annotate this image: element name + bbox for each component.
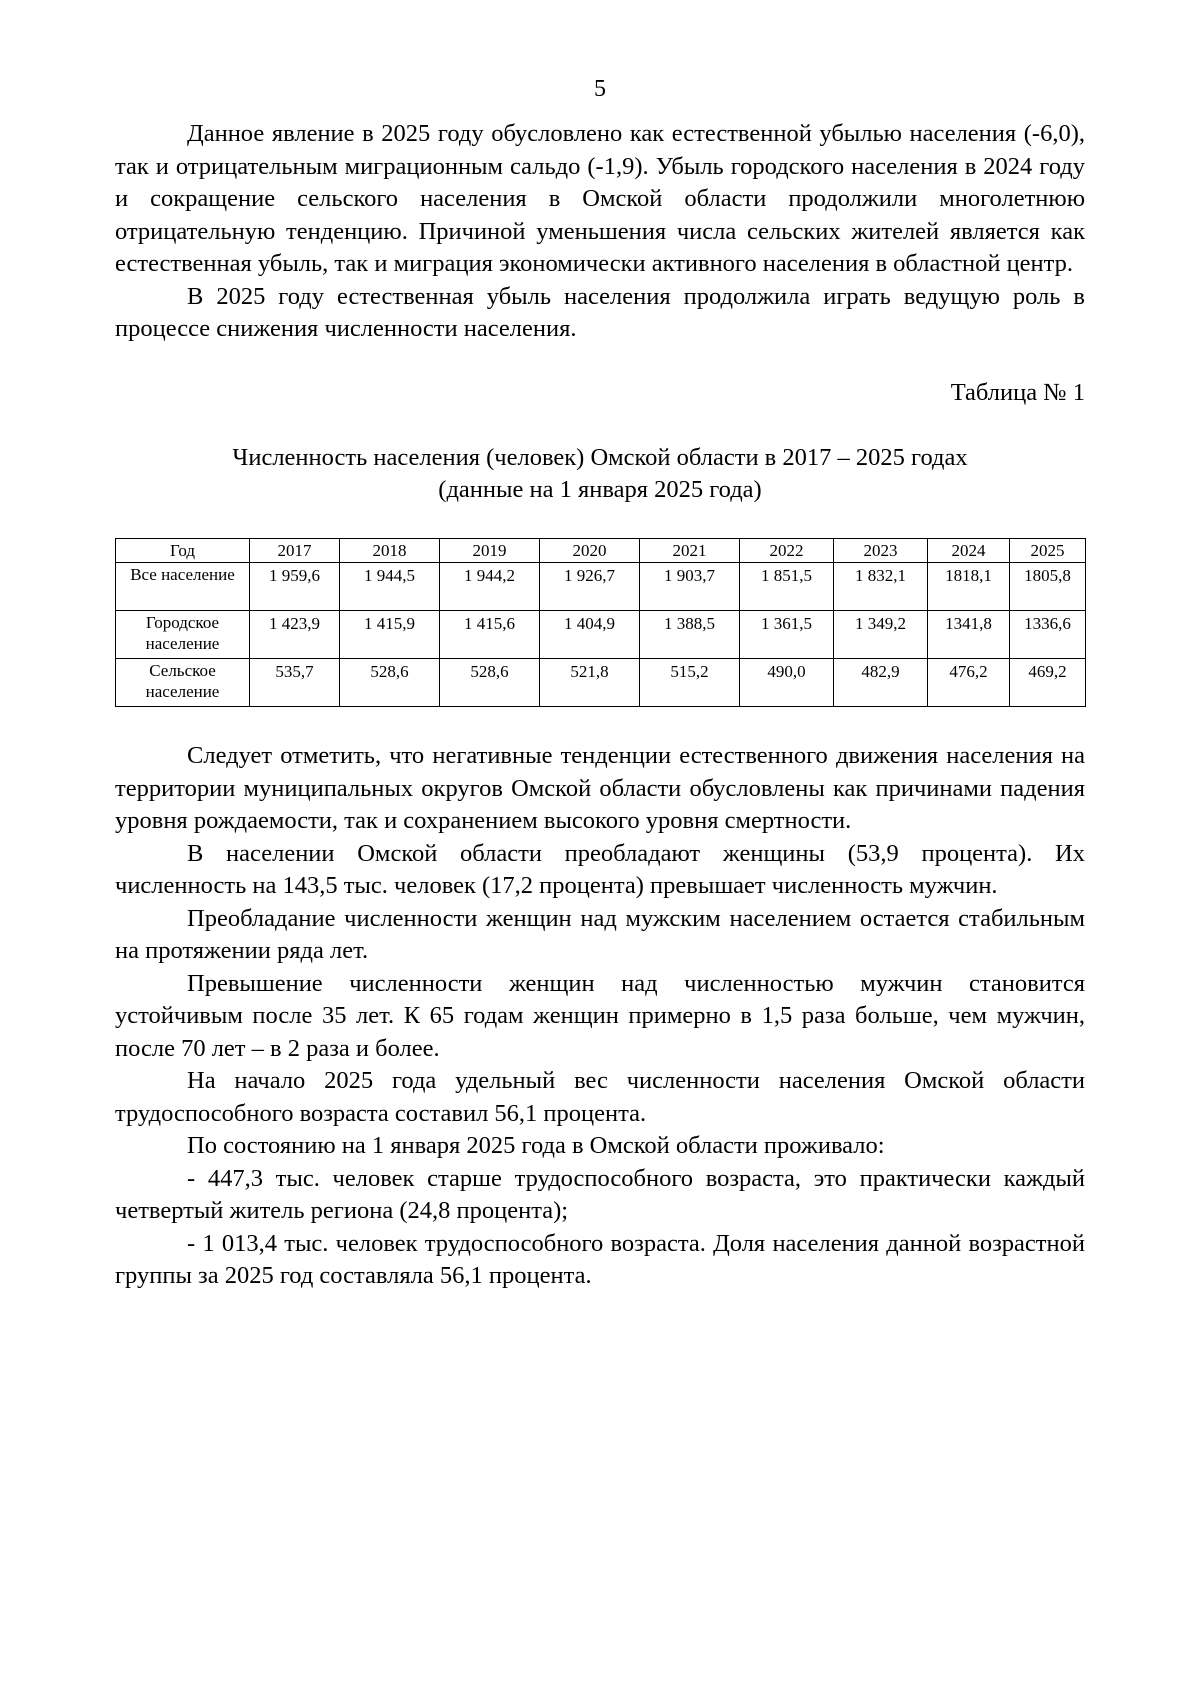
paragraph: В 2025 году естественная убыль населения продолжила играть ведущую роль в процессе снижения численности населения. <box>115 282 1085 342</box>
paragraph: Превышение численности женщин над численностью мужчин становится устойчивым после 35 лет. К 65 годам женщин примерно в 1,5 раза больше, чем мужчин, после 70 лет – в 2 раза и более. <box>115 969 1085 1062</box>
body-text <box>115 740 1085 1293</box>
paragraph: Преобладание численности женщин над мужским населением остается стабильным на протяжении ряда лет. <box>115 904 1085 964</box>
table-cell: 482,9 <box>834 659 928 707</box>
table-cell: 1 944,2 <box>440 563 540 611</box>
table-header-cell: 2024 <box>928 539 1010 563</box>
table-header-cell: 2023 <box>834 539 928 563</box>
table-cell: 515,2 <box>640 659 740 707</box>
table-cell: 1 423,9 <box>250 611 340 659</box>
table-cell: 1 832,1 <box>834 563 928 611</box>
table-cell: 1 926,7 <box>540 563 640 611</box>
table-header-cell: 2025 <box>1010 539 1086 563</box>
table-cell: 528,6 <box>440 659 540 707</box>
table-cell: 1805,8 <box>1010 563 1086 611</box>
intro-text <box>115 118 1085 346</box>
table-cell: 1 851,5 <box>740 563 834 611</box>
table-header-cell: 2021 <box>640 539 740 563</box>
table-cell: 1 404,9 <box>540 611 640 659</box>
table-header-cell: 2018 <box>340 539 440 563</box>
table-cell: 1 349,2 <box>834 611 928 659</box>
row-label: Городское население <box>116 611 250 659</box>
table-label: Таблица № 1 <box>950 379 1085 406</box>
table-cell: 535,7 <box>250 659 340 707</box>
table-header-cell: 2020 <box>540 539 640 563</box>
row-label: Все население <box>116 563 250 611</box>
table-caption-line: (данные на 1 января 2025 года) <box>438 476 762 503</box>
page-number: 5 <box>594 76 606 102</box>
table-header-cell: 2019 <box>440 539 540 563</box>
table-row <box>116 611 1086 659</box>
table-header-cell: 2022 <box>740 539 834 563</box>
table-cell: 1 388,5 <box>640 611 740 659</box>
paragraph: На начало 2025 года удельный вес численности населения Омской области трудоспособного возраста составил 56,1 процента. <box>115 1067 1085 1127</box>
table-cell: 1 903,7 <box>640 563 740 611</box>
row-label: Сельское население <box>116 659 250 707</box>
paragraph: По состоянию на 1 января 2025 года в Омской области проживало: <box>187 1132 885 1159</box>
table-cell: 1341,8 <box>928 611 1010 659</box>
table-header-cell: Год <box>116 539 250 563</box>
table-row <box>116 659 1086 707</box>
list-item: - 1 013,4 тыс. человек трудоспособного возраста. Доля населения данной возрастной группы за 2025 год составляла 56,1 процента. <box>115 1229 1085 1289</box>
paragraph: В населении Омской области преобладают женщины (53,9 процента). Их численность на 143,5 тыс. человек (17,2 процента) превышает численность мужчин. <box>115 839 1085 899</box>
paragraph: Следует отметить, что негативные тенденции естественного движения населения на территории муниципальных округов Омской области обусловлены как причинами падения уровня рождаемости, так и сохранением высокого уровня смертности. <box>115 742 1085 834</box>
table-header-row <box>116 539 1086 563</box>
table-cell: 1 415,9 <box>340 611 440 659</box>
table-cell: 1 959,6 <box>250 563 340 611</box>
paragraph: Данное явление в 2025 году обусловлено как естественной убылью населения (-6,0), так и отрицательным миграционным сальдо (-1,9). Убыль городского населения в 2024 году и сокращение сельского населения в Омской области продолжили многолетнюю отрицательную тенденцию. Причиной уменьшения числа сельских жителей является как естественная убыль, так и миграция экономически активного населения в областной центр. <box>115 120 1085 277</box>
population-table <box>115 538 1086 707</box>
table-cell: 1818,1 <box>928 563 1010 611</box>
table-header-cell: 2017 <box>250 539 340 563</box>
table-cell: 528,6 <box>340 659 440 707</box>
table-cell: 1 361,5 <box>740 611 834 659</box>
table-caption-line: Численность населения (человек) Омской области в 2017 – 2025 годах <box>232 444 968 471</box>
table-cell: 1336,6 <box>1010 611 1086 659</box>
table-cell: 476,2 <box>928 659 1010 707</box>
list-item: - 447,3 тыс. человек старше трудоспособного возраста, это практически каждый четвертый житель региона (24,8 процента); <box>115 1164 1085 1224</box>
table-row <box>116 563 1086 611</box>
table-cell: 521,8 <box>540 659 640 707</box>
table-caption <box>115 442 1085 506</box>
table-cell: 1 944,5 <box>340 563 440 611</box>
table-cell: 1 415,6 <box>440 611 540 659</box>
table-cell: 469,2 <box>1010 659 1086 707</box>
table-cell: 490,0 <box>740 659 834 707</box>
